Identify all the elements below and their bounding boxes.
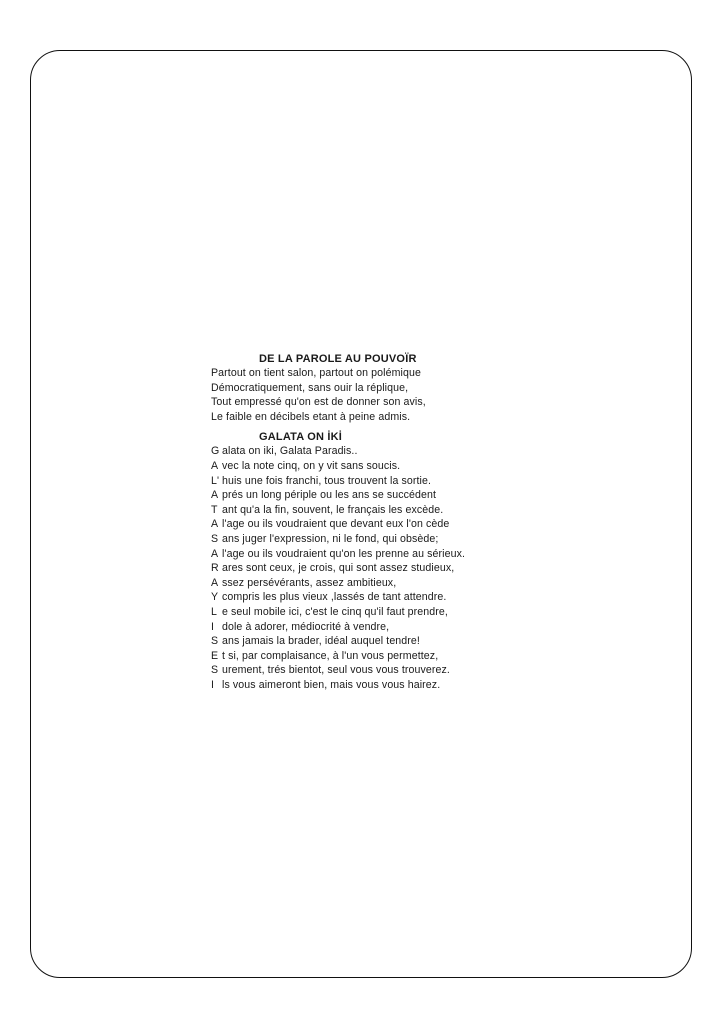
acrostic-text: l'age ou ils voudraient que devant eux l'on cède: [222, 518, 450, 531]
acrostic-line: [211, 517, 541, 532]
poem-line: Partout on tient salon, partout on polémique: [211, 367, 421, 379]
acrostic-text: vec la note cinq, on y vit sans soucis.: [222, 459, 401, 472]
acrostic-line: [211, 649, 541, 664]
acrostic-text: ant qu'a la fin, souvent, le français les excède.: [222, 503, 444, 516]
acrostic-text: e seul mobile ici, c'est le cinq qu'il faut prendre,: [222, 605, 448, 618]
acrostic-initial: G: [211, 445, 220, 458]
poem-line: Démocratiquement, sans ouir la réplique,: [211, 381, 409, 394]
poem-title: GALATA ON İKİ: [259, 431, 343, 444]
poems-container: [211, 352, 541, 698]
acrostic-initial: I: [211, 678, 215, 691]
acrostic-line: [211, 488, 541, 503]
acrostic-text: urement, trés bientot, seul vous vous trouverez.: [222, 664, 450, 677]
acrostic-text: ares sont ceux, je crois, qui sont assez studieux,: [222, 562, 455, 575]
acrostic-line: [211, 590, 541, 605]
acrostic-line: [211, 620, 541, 635]
acrostic-line: [211, 474, 541, 489]
acrostic-text: alata on iki, Galata Paradis..: [222, 445, 358, 458]
acrostic-line: [211, 678, 541, 693]
acrostic-line: [211, 634, 541, 649]
acrostic-initial: T: [211, 503, 218, 516]
poem-galata-on-iki: [211, 430, 541, 692]
acrostic-initial: Y: [211, 591, 219, 604]
acrostic-text: t si, par complaisance, à l'un vous permettez,: [222, 649, 439, 662]
acrostic-line: [211, 444, 541, 459]
acrostic-initial: A: [211, 489, 219, 502]
acrostic-text: ans juger l'expression, ni le fond, qui obsède;: [222, 532, 439, 545]
acrostic-initial: A: [211, 518, 219, 531]
acrostic-line: [211, 576, 541, 591]
acrostic-line: [211, 532, 541, 547]
acrostic-initial: E: [211, 649, 219, 662]
acrostic-text: compris les plus vieux ,lassés de tant attendre.: [222, 591, 447, 604]
acrostic-text: dole à adorer, médiocrité à vendre,: [222, 620, 390, 633]
acrostic-initial: L: [211, 605, 217, 618]
acrostic-line: [211, 547, 541, 562]
acrostic-initial: A: [211, 459, 219, 472]
acrostic-initial: A: [211, 576, 219, 589]
acrostic-text: ssez persévérants, assez ambitieux,: [222, 576, 397, 589]
acrostic-text: l'age ou ils voudraient qu'on les prenne au sérieux.: [222, 547, 466, 560]
acrostic-initial: S: [211, 664, 219, 677]
poem-de-la-parole: [211, 352, 541, 424]
acrostic-line: [211, 663, 541, 678]
acrostic-line: [211, 503, 541, 518]
poem-title: DE LA PAROLE AU POUVOÏR: [259, 353, 417, 365]
acrostic-line: [211, 605, 541, 620]
acrostic-text: prés un long périple ou les ans se succédent: [222, 489, 437, 502]
acrostic-text: huis une fois franchi, tous trouvent la sortie.: [222, 474, 432, 487]
poem-line: Le faible en décibels etant à peine admis.: [211, 410, 411, 423]
poem-line: Tout empressé qu'on est de donner son avis,: [211, 396, 426, 409]
acrostic-text: ans jamais la brader, idéal auquel tendre!: [222, 635, 420, 648]
acrostic-initial: R: [211, 562, 219, 575]
acrostic-initial: I: [211, 620, 215, 633]
acrostic-initial: S: [211, 532, 219, 545]
acrostic-initial: A: [211, 547, 219, 560]
acrostic-initial: S: [211, 635, 219, 648]
acrostic-initial: L': [211, 474, 220, 487]
acrostic-line: [211, 561, 541, 576]
acrostic-line: [211, 459, 541, 474]
acrostic-text: ls vous aimeront bien, mais vous vous hairez.: [222, 678, 441, 691]
